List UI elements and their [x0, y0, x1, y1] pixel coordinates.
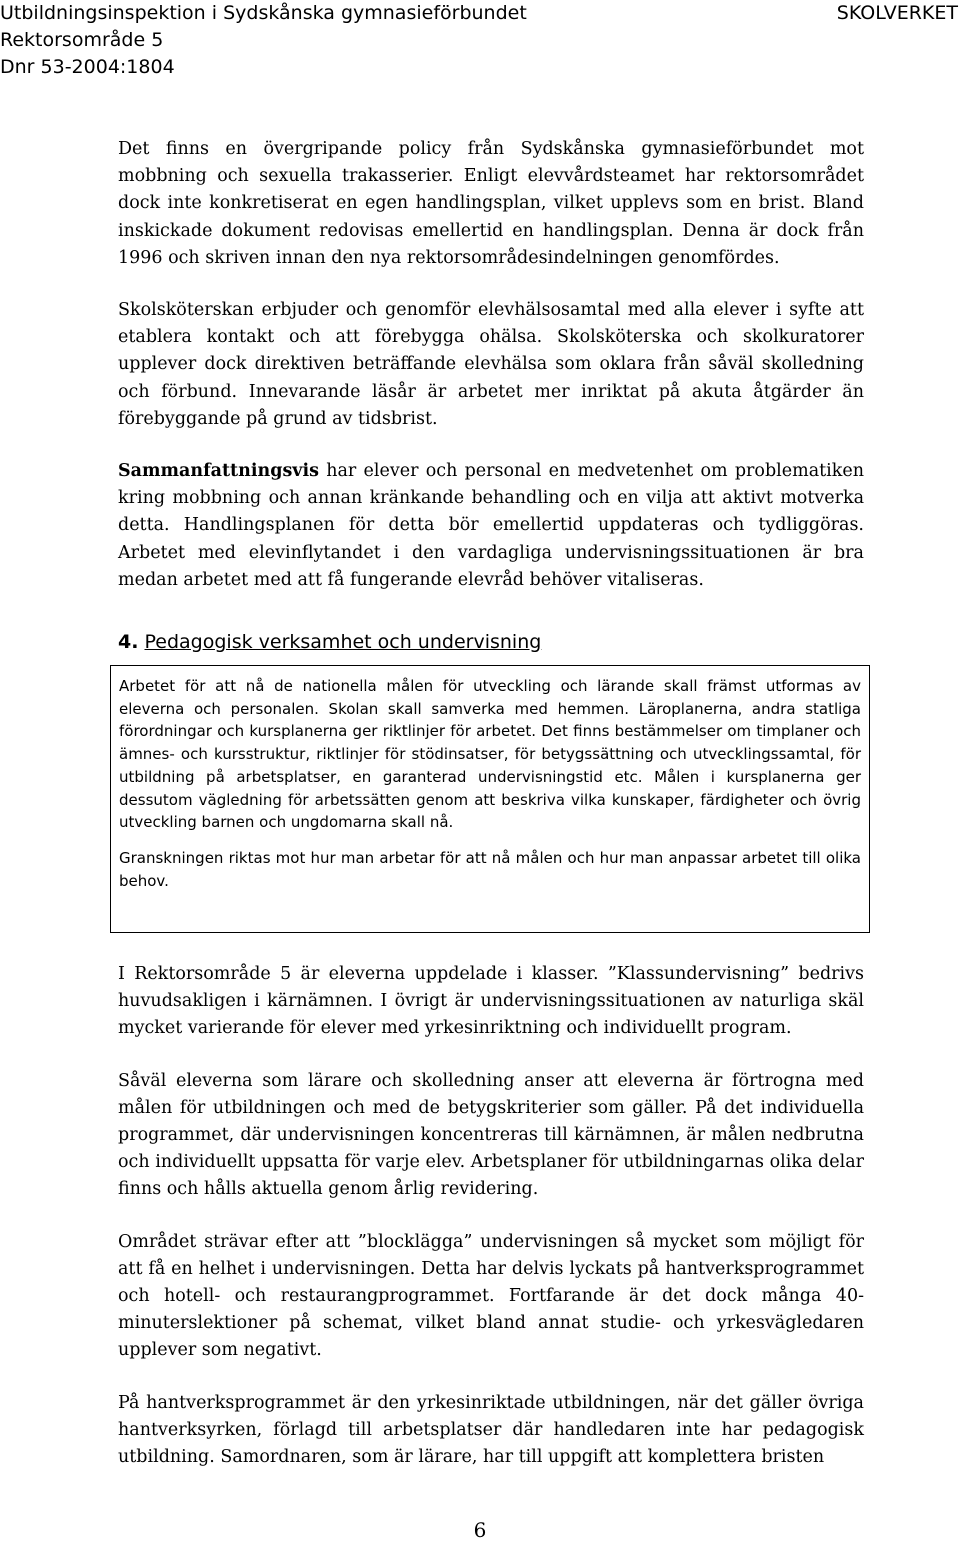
section-number: 4.: [118, 631, 139, 653]
paragraph-blocks: Området strävar efter att ”blocklägga” undervisningen så mycket som möjligt för att få en helhet i undervisningen. Detta har delvis lyckats på hantverksprogrammet och hotell- och restaurangprogrammet. Fortfarande är det dock många 40-minuterslektioner på schemat, vilket bland annat studie- och yrkesvägledaren upplever som negativt.: [118, 1231, 864, 1361]
header-district: Rektorsområde 5: [0, 29, 164, 51]
box-paragraph-review: Granskningen riktas mot hur man arbetar för att nå målen och hur man anpassar arbetet till olika behov.: [119, 848, 861, 890]
summary-lead: Sammanfattningsvis: [118, 461, 319, 482]
header-organization: SKOLVERKET: [836, 2, 958, 24]
paragraph-craft-program: På hantverksprogrammet är den yrkesinriktade utbildningen, när det gäller övriga hantverksyrken, förlagd till arbetsplatser där handledaren inte har pedagogisk utbildning. Samordnaren, som är lärare, har till uppgift att komplettera bristen: [118, 1392, 864, 1468]
paragraph-classes: I Rektorsområde 5 är eleverna uppdelade i klasser. ”Klassundervisning” bedrivs huvudsakligen i kärnämnen. I övrigt är undervisningssituationen av naturliga skäl mycket varierande för elever med yrkesinriktning och individuellt program.: [118, 964, 864, 1039]
summary-text: har elever och personal en medvetenhet om problematiken kring mobbning och annan kränkande behandling och en vilja att aktivt motverka detta. Handlingsplanen för detta bör emellertid uppdateras och tydliggöras. Arbetet med elevinflytandet i den vardagliga undervisningssituationen är bra medan arbetet med att få fungerande elevråd behöver vitaliseras.: [118, 461, 864, 590]
page-number: 6: [473, 1518, 487, 1542]
paragraph-policy: Det finns en övergripande policy från Sydskånska gymnasieförbundet mot mobbning och sexuella trakasserier. Enligt elevvårdsteamet har rektorsområdet dock inte konkretiserat en egen handlingsplan, vilket upplevs som en brist. Bland inskickade dokument redovisas emellertid en handlingsplan. Denna är dock från 1996 och skriven innan den nya rektorsområdesindelningen genomfördes.: [118, 139, 864, 268]
body-section-top: [118, 136, 864, 619]
header-title: Utbildningsinspektion i Sydskånska gymnasieförbundet: [0, 2, 527, 24]
header-reference-number: Dnr 53-2004:1804: [0, 56, 175, 78]
paragraph-summary: [118, 458, 864, 594]
page-header: [0, 0, 960, 81]
box-paragraph-goals: Arbetet för att nå de nationella målen för utveckling och lärande skall främst utformas av eleverna och personalen. Skolan skall samverka med hemmen. Läroplanerna, andra statliga förordningar och kursplanerna ger riktlinjer för arbetet. Det finns bestämmelser om timplaner och ämnes- och kursstruktur, riktlinjer för stödinsatser, för betygssättning och utvecklingssamtal, för utbildning på arbetsplatser, en garanterad undervisningstid etc. Målen i kursplanerna ger dessutom vägledning för arbetssätten genom att beskriva vilka kunskaper, färdigheter och övrig utveckling barnen och ungdomarna skall nå.: [119, 677, 861, 832]
body-section-bottom: [118, 961, 864, 1496]
framed-info-box: [110, 665, 870, 933]
paragraph-goals: Såväl eleverna som lärare och skolledning anser att eleverna är förtrogna med målen för utbildningen och med de betygskriterier som gäller. På det individuella programmet, där undervisningen koncentreras till kärnämnen, är målen nedbrutna och individuellt uppsatta för varje elev. Arbetsplaner för utbildningarnas olika delar finns och hålls aktuella genom årlig revidering.: [118, 1070, 864, 1200]
paragraph-health: Skolsköterskan erbjuder och genomför elevhälsosamtal med alla elever i syfte att etablera kontakt och att förebygga ohälsa. Skolsköterska och skolkuratorer upplever dock direktiven beträffande elevhälsa som oklara från såväl skolledning och förbund. Innevarande läsår är arbetet mer inriktat på akuta åtgärder än förebyggande på grund av tidsbrist.: [118, 300, 864, 429]
section-heading: [118, 629, 541, 655]
section-title: Pedagogisk verksamhet och undervisning: [144, 631, 542, 653]
